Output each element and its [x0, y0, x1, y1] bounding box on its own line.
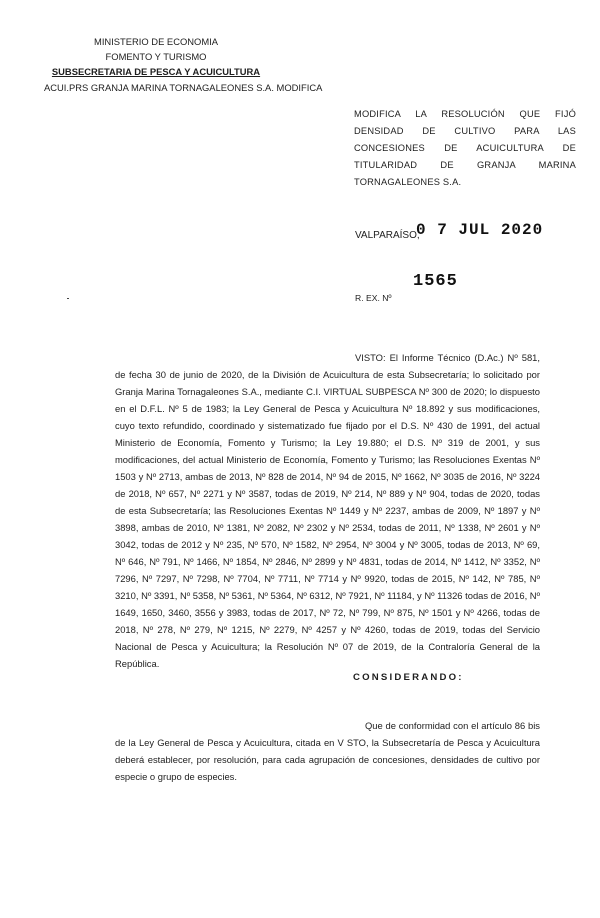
ministry-name-line2: FOMENTO Y TURISMO	[105, 51, 207, 63]
considerando-paragraph: Que de conformidad con el artículo 86 bis de la Ley General de Pesca y Acuicultura, citada en V STO, la Subsecretaría de Pesca y Acuicultura deberá establecer, por resolución, para cada agrupación de concesiones, densidades de cultivo por especie o grupo de especies.	[115, 720, 540, 782]
rex-number-stamp: 1565	[413, 272, 458, 291]
date-stamp: 0 7 JUL 2020	[416, 221, 544, 239]
file-reference: ACUI.PRS GRANJA MARINA TORNAGALEONES S.A. MODIFICA	[44, 81, 323, 93]
rex-label: R. EX. Nº	[355, 293, 392, 303]
subsecretaria-name: SUBSECRETARIA DE PESCA Y ACUICULTURA	[51, 66, 261, 78]
scan-speck	[67, 298, 69, 299]
considerando-heading: CONSIDERANDO:	[353, 672, 464, 683]
resolution-subject: MODIFICA LA RESOLUCIÓN QUE FIJÓ DENSIDAD DE CULTIVO PARA LAS CONCESIONES DE ACUICULTURA DE TITULARIDAD DE GRANJA MARINA TORNAGALEONES S.A.	[354, 109, 576, 187]
visto-paragraph: VISTO: El Informe Técnico (D.Ac.) Nº 581, de fecha 30 de junio de 2020, de la División de Acuicultura de esta Subsecretaría; lo solicitado por Granja Marina Tornagaleones S.A., mediante C.I. VIRTUAL SUBPESCA Nº 300 de 2020; lo dispuesto en el D.F.L. Nº 5 de 1983; la Ley General de Pesca y Acuicultura Nº 18.892 y sus modificaciones, cuyo texto refundido, coordinado y sistematizado fue fijado por el D.S. Nº 430 de 1991, del actual Ministerio de Economía, Fomento y Turismo; la Ley 19.880; el D.S. Nº 319 de 2001, y sus modificaciones, del actual Ministerio de Economía, Fomento y Turismo; las Resoluciones Exentas Nº 1503 y Nº 2713, ambas de 2013, Nº 828 de 2014, Nº 94 de 2015, Nº 1662, Nº 3035 de 2016, Nº 3224 de 2018, Nº 657, Nº 2271 y Nº 3587, todas de 2019, Nº 214, Nº 889 y Nº 904, todas de 2020, todas de esta Subsecretaría; las Resoluciones Exentas Nº 1449 y Nº 2237, ambas de 2009, Nº 1897 y Nº 3898, ambas de 2010, Nº 1381, Nº 2082, Nº 2302 y Nº 2534, todas de 2011, Nº 1338, Nº 2601 y Nº 3042, todas de 2012 y Nº 235, Nº 570, Nº 1582, Nº 2954, Nº 3004 y Nº 3005, todas de 2013, Nº 69, Nº 646, Nº 791, Nº 1466, Nº 1854, Nº 2846, Nº 2899 y Nº 4831, todas de 2014, Nº 1412, Nº 3352, Nº 7296, Nº 7297, Nº 7298, Nº 7704, Nº 7711, Nº 7714 y Nº 9920, todas de 2015, Nº 142, Nº 785, Nº 3210, Nº 3391, Nº 5358, Nº 5361, Nº 5364, Nº 6312, Nº 7921, Nº 11184, y Nº 11326 todas de 2016, Nº 1649, 1650, 3460, 3556 y 3983, todas de 2017, Nº 72, Nº 799, Nº 875, Nº 1501 y Nº 4266, todas de 2018, Nº 278, Nº 279, Nº 1215, Nº 2279, Nº 4257 y Nº 4260, todas de 2019, todas del Servicio Nacional de Pesca y Acuicultura; la Resolución Nº 07 de 2019, de la Contraloría General de la República.	[115, 352, 540, 669]
place-label: VALPARAÍSO,	[355, 230, 420, 241]
letterhead	[44, 34, 323, 95]
ministry-name: MINISTERIO DE ECONOMIA	[94, 36, 218, 47]
